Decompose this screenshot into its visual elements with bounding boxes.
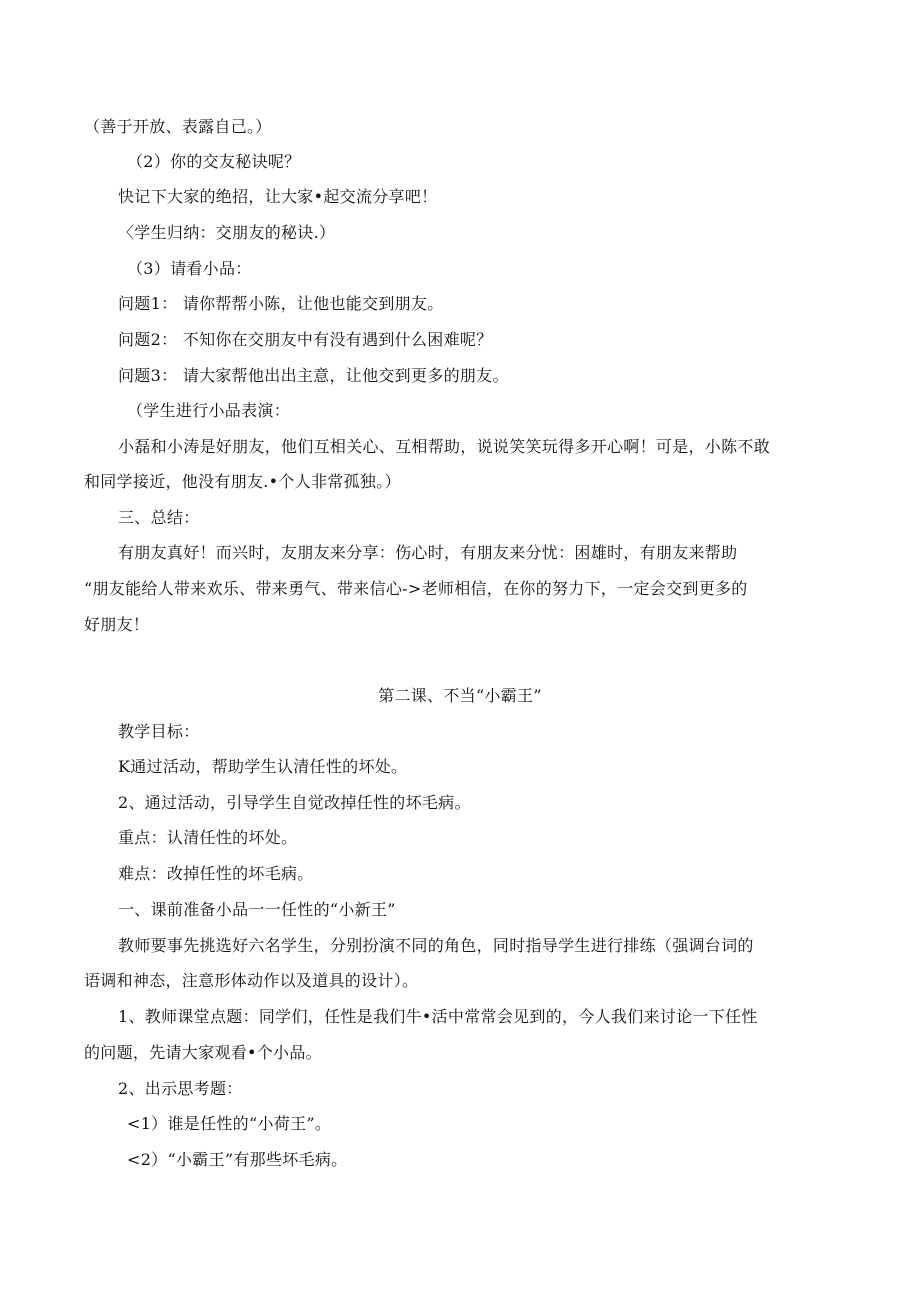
text-line-17: 教学目标： [118,722,200,741]
text-line-14: “朋友能给人带来欢乐、带来勇气、带来信心->老师相信，在你的努力下，一定会交到更多的 [84,579,748,598]
text-line-15: 好朋友！ [84,615,150,634]
text-line-29: <2）“小霸王”有那些坏毛病。 [127,1150,348,1169]
text-line-1: （善于开放、表露自己。） [84,117,272,136]
text-line-26: 的问题，先请大家观看•个小品。 [84,1043,322,1062]
text-line-3: 快记下大家的绝招，让大家•起交流分享吧！ [118,187,438,206]
text-line-4: 〈学生归纳：交朋友的秘诀.） [118,223,336,242]
text-line-24: 语调和神态，注意形体动作以及道具的设计）。 [84,971,419,990]
text-line-27: 2、出示思考题： [118,1079,243,1098]
lesson-title: 第二课、不当“小霸王” [378,686,542,705]
text-line-28: <1）谁是任性的“小荷王”。 [127,1114,332,1133]
text-line-5: （3）请看小品： [127,259,252,278]
text-line-19: 2、通过活动，引导学生自觉改掉任性的坏毛病。 [118,793,471,812]
text-line-10: 小磊和小涛是好朋友，他们互相关心、互相帮助，说说笑笑玩得多开心啊！可是，小陈不敢 [118,437,771,456]
section-heading-summary: 三、总结： [118,508,200,527]
text-line-8: 问题3： 请大家帮他出出主意，让他交到更多的朋友。 [118,366,509,385]
text-line-22: 一、课前准备小品一一任性的“小新王” [118,900,396,919]
text-line-11: 和同学接近，他没有朋友.•个人非常孤独。） [84,472,401,491]
text-line-20: 重点：认清任性的坏处。 [118,828,298,847]
text-line-6: 问题1： 请你帮帮小陈，让他也能交到朋友。 [118,294,444,313]
text-line-21: 难点：改掉任性的坏毛病。 [118,864,314,883]
text-line-7: 问题2： 不知你在交朋友中有没有遇到什么困难呢？ [118,330,493,349]
text-line-18: K通过活动，帮助学生认清任性的坏处。 [118,757,408,776]
text-line-25: 1、教师课堂点题：同学们，任性是我们牛•活中常常会见到的，今人我们来讨论一下任性 [118,1007,758,1026]
text-line-23: 教师要事先挑选好六名学生，分别扮演不同的角色，同时指导学生进行排练（强调台词的 [118,936,754,955]
text-line-13: 有朋友真好！而兴时，友朋友来分享：伤心时，有朋友来分忧：困雄时，有朋友来帮助 [118,543,738,562]
text-line-9: （学生进行小品表演： [127,401,291,420]
text-line-2: （2）你的交友秘诀呢？ [127,152,301,171]
